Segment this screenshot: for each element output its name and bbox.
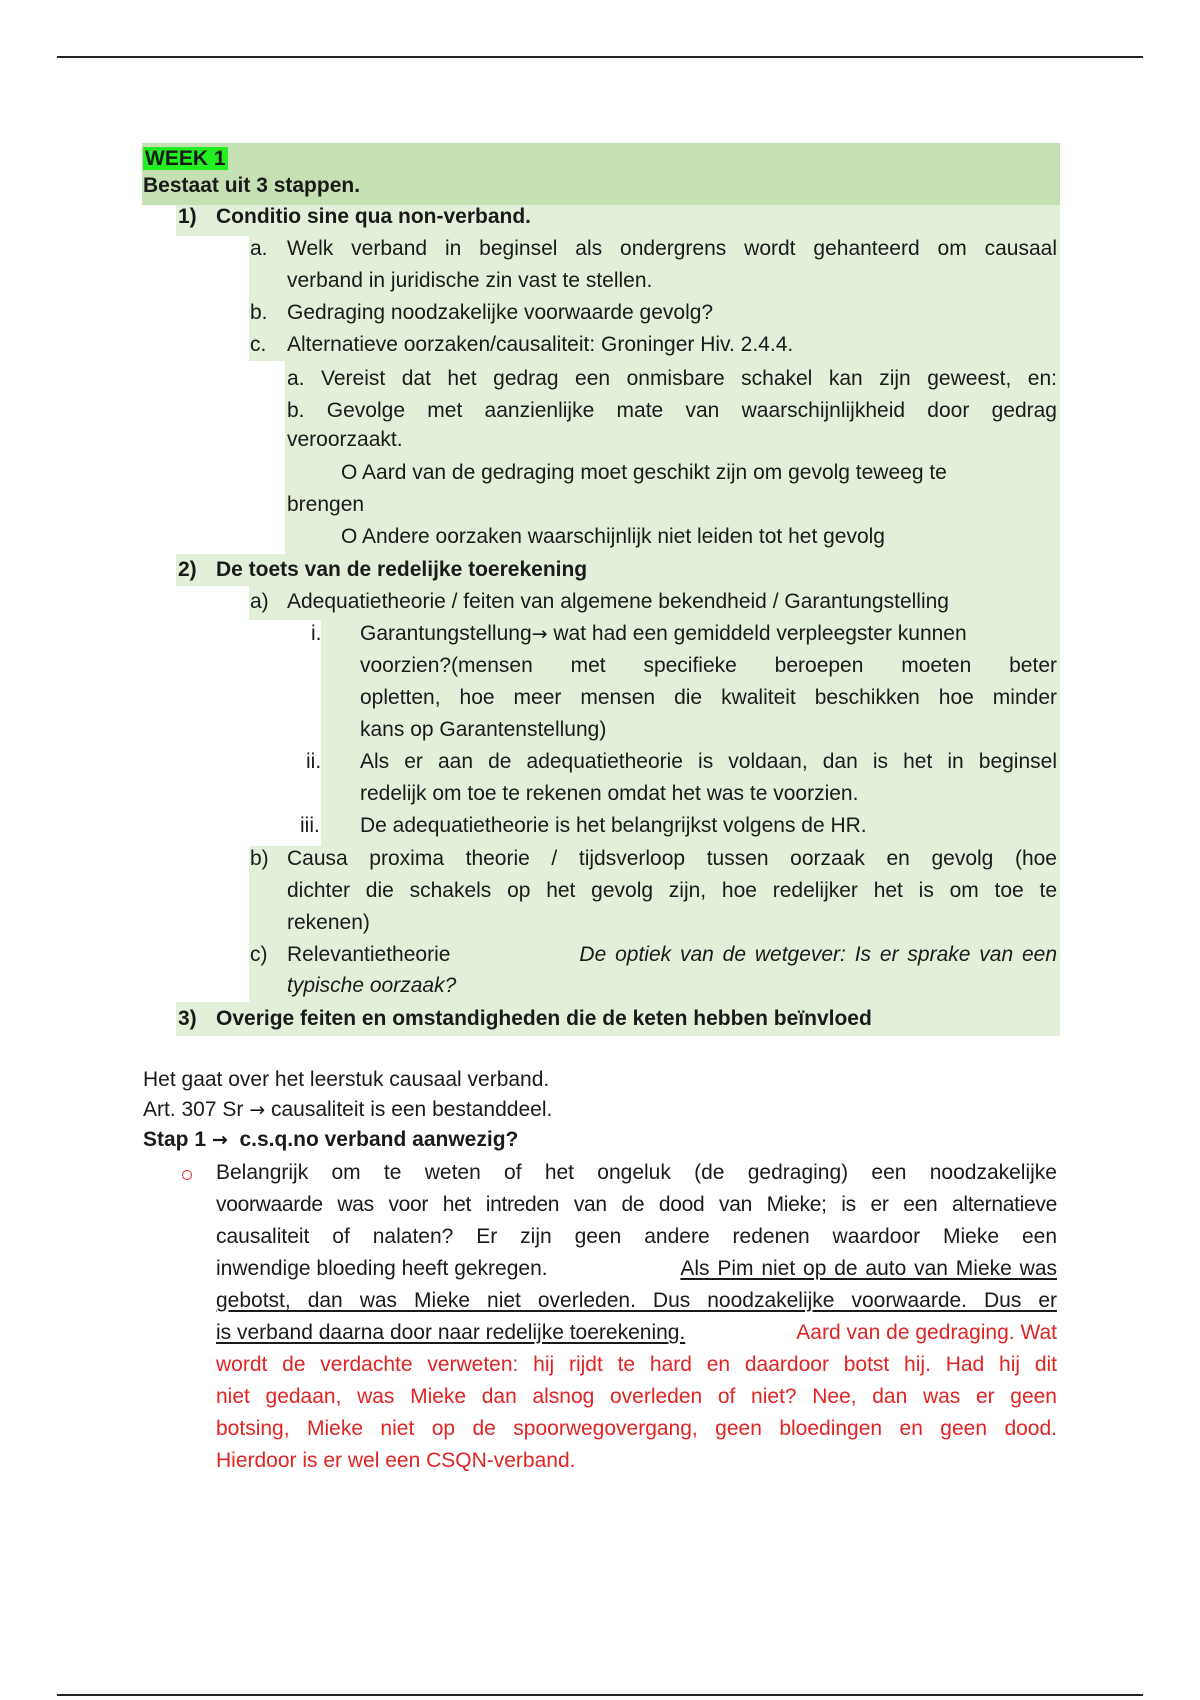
step2-c-line2: typische oorzaak? xyxy=(287,974,457,997)
step1-c-marker: c. xyxy=(250,333,267,356)
bullet-line-4-underlined: Als Pim niet op de auto van Mieke was xyxy=(680,1257,1057,1280)
bullet-line-6 xyxy=(216,1317,1057,1348)
bullet-line-4-plain: inwendige bloeding heeft gekregen. xyxy=(216,1257,548,1280)
step2-number: 2) xyxy=(178,558,197,581)
body-paragraph-1: Het gaat over het leerstuk causaal verband. xyxy=(143,1068,550,1091)
step2-a-marker: a) xyxy=(250,590,269,613)
body-p2-pre: Art. 307 Sr xyxy=(143,1098,250,1121)
bullet-line-7: wordt de verdachte verweten: hij rijdt te hard en daardoor botst hij. Had hij dit xyxy=(216,1353,1057,1376)
bullet-line-6-red: Aard van de gedraging. Wat xyxy=(796,1321,1057,1344)
bullet-line-5: gebotst, dan was Mieke niet overleden. Dus noodzakelijke voorwaarde. Dus er xyxy=(216,1289,1057,1312)
stap1-post: c.s.q.no verband aanwezig? xyxy=(227,1128,519,1151)
step1-a-marker: a. xyxy=(250,237,268,260)
step2-b-marker: b) xyxy=(250,847,269,870)
step2-c-line1 xyxy=(287,939,1057,970)
step2-iii-text: De adequatietheorie is het belangrijkst volgens de HR. xyxy=(360,814,867,837)
step2-b-line3: rekenen) xyxy=(287,911,370,934)
step2-c-marker: c) xyxy=(250,943,268,966)
summary-intro: Bestaat uit 3 stappen. xyxy=(143,174,361,197)
step1-c-text: Alternatieve oorzaken/causaliteit: Groninger Hiv. 2.4.4. xyxy=(287,333,794,356)
bullet-line-10: Hierdoor is er wel een CSQN-verband. xyxy=(216,1449,576,1472)
bullet-line-3: causaliteit of nalaten? Er zijn geen andere redenen waardoor Mieke een xyxy=(216,1225,1057,1248)
step2-ii-line2: redelijk om toe te rekenen omdat het was te voorzien. xyxy=(360,782,859,805)
step1-number: 1) xyxy=(178,205,197,228)
step3-title: Overige feiten en omstandigheden die de keten hebben beïnvloed xyxy=(216,1007,872,1030)
bullet-line-8: niet gedaan, was Mieke dan alsnog overleden of niet? Nee, dan was er geen xyxy=(216,1385,1057,1408)
stap1-pre: Stap 1 xyxy=(143,1128,212,1151)
stap1-heading xyxy=(143,1124,518,1155)
bullet-line-9: botsing, Mieke niet op de spoorwegovergang, geen bloedingen en geen dood. xyxy=(216,1417,1057,1440)
step2-i-line2: voorzien?(mensen met specifieke beroepen moeten beter xyxy=(360,654,1057,677)
step1-b-marker: b. xyxy=(250,301,268,324)
step2-b-line1: Causa proxima theorie / tijdsverloop tussen oorzaak en gevolg (hoe xyxy=(287,847,1057,870)
step2-a-text: Adequatietheorie / feiten van algemene bekendheid / Garantungstelling xyxy=(287,590,949,613)
bullet-line-6-underlined: is verband daarna door naar redelijke toerekening. xyxy=(216,1321,686,1344)
step2-c-line1-plain: Relevantietheorie xyxy=(287,943,451,966)
step1-c-sub-b-line2: veroorzaakt. xyxy=(287,428,403,451)
header-rule xyxy=(57,56,1143,58)
step1-a-line2: verband in juridische zin vast te stellen. xyxy=(287,269,653,292)
step1-o2: O Andere oorzaken waarschijnlijk niet leiden tot het gevolg xyxy=(341,525,885,548)
bullet-line-2: voorwaarde was voor het intreden van de dood van Mieke; is er een alternatieve xyxy=(216,1193,1057,1216)
step2-i-line1-pre: Garantungstellung xyxy=(360,622,532,645)
step2-i-marker: i. xyxy=(311,622,322,645)
body-paragraph-2 xyxy=(143,1094,552,1125)
step1-c-sub-a: a. Vereist dat het gedrag een onmisbare schakel kan zijn geweest, en: xyxy=(287,367,1057,390)
step2-ii-marker: ii. xyxy=(306,750,322,773)
step2-i-line1 xyxy=(360,618,967,649)
step1-b-text: Gedraging noodzakelijke voorwaarde gevolg? xyxy=(287,301,714,324)
bullet-line-4 xyxy=(216,1253,1057,1284)
body-p2-post: causaliteit is een bestanddeel. xyxy=(265,1098,553,1121)
arrow-right-icon: → xyxy=(249,1099,266,1121)
step3-number: 3) xyxy=(178,1007,197,1030)
step2-ii-line1: Als er aan de adequatietheorie is voldaan, dan is het in beginsel xyxy=(360,750,1057,773)
arrow-right-icon: → xyxy=(531,623,548,645)
step1-o1-line2: brengen xyxy=(287,493,365,516)
step2-i-line1-post: wat had een gemiddeld verpleegster kunnen xyxy=(547,622,967,645)
week-label: WEEK 1 xyxy=(145,147,226,170)
arrow-right-icon: → xyxy=(211,1129,228,1151)
step2-i-line4: kans op Garantenstellung) xyxy=(360,718,607,741)
step2-title: De toets van de redelijke toerekening xyxy=(216,558,588,581)
step1-o1-line1: O Aard van de gedraging moet geschikt zijn om gevolg teweeg te xyxy=(341,461,947,484)
step2-iii-marker: iii. xyxy=(300,814,320,837)
step1-c-sub-b-line1: b. Gevolge met aanzienlijke mate van waarschijnlijkheid door gedrag xyxy=(287,399,1057,422)
step2-c-line1-italic: De optiek van de wetgever: Is er sprake van een xyxy=(579,943,1057,966)
step2-i-line3: opletten, hoe meer mensen die kwaliteit beschikken hoe minder xyxy=(360,686,1057,709)
step2-b-line2: dichter die schakels op het gevolg zijn, hoe redelijker het is om toe te xyxy=(287,879,1057,902)
step1-title: Conditio sine qua non-verband. xyxy=(216,205,531,228)
step1-a-line1: Welk verband in beginsel als ondergrens wordt gehanteerd om causaal xyxy=(287,237,1057,260)
circle-bullet-icon xyxy=(182,1170,192,1180)
footer-rule xyxy=(57,1694,1143,1696)
bullet-line-1: Belangrijk om te weten of het ongeluk (de gedraging) een noodzakelijke xyxy=(216,1161,1057,1184)
